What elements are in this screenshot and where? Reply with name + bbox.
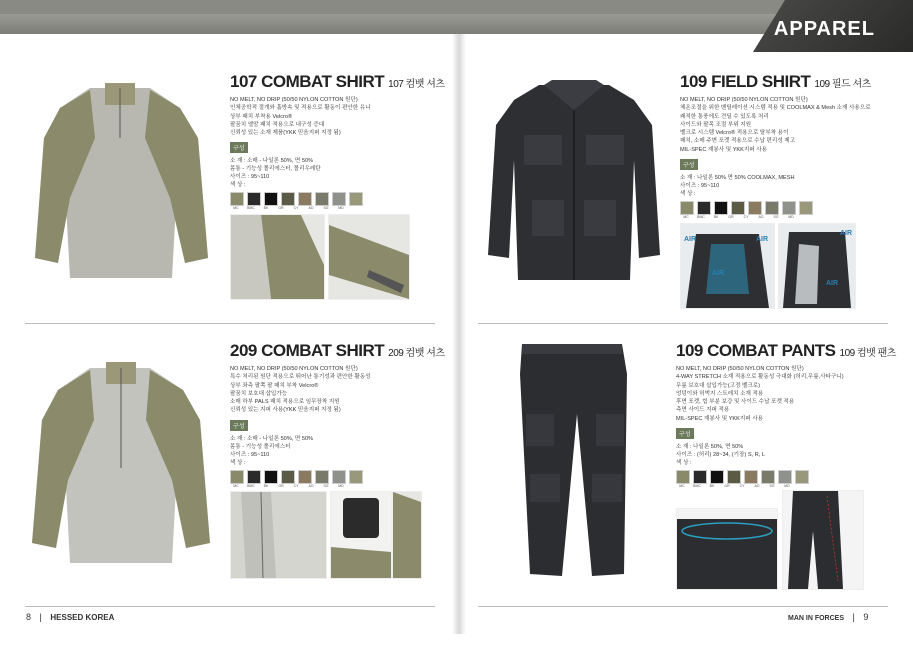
- swatch-label: SG: [323, 483, 329, 488]
- product-209: [230, 341, 445, 488]
- swatch-label: GR: [278, 206, 284, 211]
- feature-list: [230, 96, 445, 137]
- book-spine: [452, 34, 466, 634]
- swatch-multicam: [230, 192, 244, 206]
- swatch-label: MC: [233, 483, 239, 488]
- page-number: 9: [863, 612, 869, 622]
- spec-item: 사이즈 : 95~110: [230, 174, 270, 181]
- swatch-label: MD: [788, 215, 794, 220]
- field-shirt-photo: [484, 80, 664, 285]
- spec-item: 사이즈 : 95~110: [230, 451, 270, 458]
- swatch-multicam: [676, 470, 690, 484]
- pants-side-detail: [782, 490, 864, 590]
- color-swatches: [230, 470, 445, 484]
- swatch-labels: [676, 484, 901, 488]
- feature-item: MIL-SPEC 재봉사 및 YKK지퍼 사용: [676, 415, 764, 422]
- detail-photo: [230, 491, 327, 579]
- swatch-ao: [761, 470, 775, 484]
- swatch-label: MC: [683, 215, 689, 220]
- swatch-label: AO: [308, 206, 314, 211]
- spec-item: 몸통 - 기능성 폴리에스터, 폴리우레탄: [230, 166, 321, 173]
- swatch-coyote: [744, 470, 758, 484]
- swatch-label: AO: [308, 483, 314, 488]
- swatch-label: BK: [713, 215, 719, 220]
- spec-list: [680, 174, 900, 198]
- swatch-ao: [315, 470, 329, 484]
- swatch-label: CY: [739, 484, 745, 489]
- swatch-md: [799, 201, 813, 215]
- feature-item: 엉덩이와 허벅지 스트레치 소재 적용: [676, 390, 764, 397]
- spec-item: 몸통 - 기능성 폴리에스터: [230, 443, 291, 450]
- swatch-sg: [332, 192, 346, 206]
- spec-badge: 구성: [230, 420, 248, 431]
- footer-right: MAN IN FORCES | 9: [788, 612, 869, 622]
- swatch-black: [714, 201, 728, 215]
- feature-item: 벨크로 시스템 Velcro® 적용으로 탈부착 용이: [680, 130, 789, 137]
- detail-photo: [392, 491, 422, 579]
- feature-item: NO MELT, NO DRIP (50/50 NYLON COTTON 원단): [680, 97, 808, 103]
- combat-pants-photo: [512, 344, 637, 579]
- spec-item: 사이즈 : (허리) 28~34, (기장) S, R, L: [676, 452, 765, 459]
- feature-list: [676, 365, 901, 423]
- feature-item: 특수 처리된 원단 적용으로 뛰어난 통기성과 편안한 활동성: [230, 374, 371, 381]
- feature-item: 쾌적한 통풍에도 견딜 수 있도록 처리: [680, 113, 769, 120]
- spec-badge: 구성: [676, 428, 694, 439]
- spec-item: 색 상 :: [680, 191, 696, 198]
- product-title: 109 COMBAT PANTS 109 컴뱃 팬츠: [676, 341, 896, 360]
- swatch-green: [281, 470, 295, 484]
- feature-list: [680, 96, 900, 154]
- swatch-label: MD: [784, 484, 790, 489]
- spec-badge: 구성: [230, 142, 248, 153]
- feature-item: 체온조절을 위한 벤틸레이션 시스템 적용 및 COOLMAX & Mesh 소재 사용으로: [680, 105, 871, 112]
- feature-item: 인체공학적 절개와 흡방속 및 적용으로 활동이 편안한 유니: [230, 105, 371, 112]
- swatch-label: MC: [679, 484, 685, 489]
- spec-item: 소 재 : 소매 - 나일론 50%, 면 50%: [230, 435, 314, 442]
- feature-list: [230, 365, 445, 415]
- pants-waist-detail: [676, 508, 778, 590]
- swatch-md: [795, 470, 809, 484]
- left-footer-line: [25, 606, 435, 607]
- swatch-green: [727, 470, 741, 484]
- feature-item: 무릎 보호대 삽입가능(고정 벨크로): [676, 382, 761, 389]
- spec-item: 소 재 : 나일론 50% 면 50% COOLMAX, MESH: [680, 175, 795, 182]
- swatch-black-multicam: [693, 470, 707, 484]
- brand-name: HESSED KOREA: [50, 613, 115, 622]
- air-label: AIR: [756, 236, 769, 243]
- feature-item: 4-WAY STRETCH 소재 적용으로 활동성 극대화 (허리,무릎,사타구니): [676, 374, 844, 381]
- feature-item: 상부 패치 부착용 Velcro®: [230, 113, 293, 120]
- swatch-label: BK: [709, 484, 715, 489]
- swatch-label: SG: [323, 206, 329, 211]
- air-label: AIR: [712, 270, 725, 277]
- feature-item: MIL-SPEC 재봉사 및 YKK지퍼 사용: [680, 146, 768, 153]
- spec-list: [230, 435, 445, 467]
- spec-item: 소 재 : 나일론 50%, 면 50%: [676, 444, 744, 451]
- swatch-ao: [765, 201, 779, 215]
- air-label: AIR: [684, 236, 697, 243]
- swatch-black: [264, 470, 278, 484]
- page-number: 8: [26, 612, 32, 622]
- spec-list: [676, 443, 901, 467]
- feature-item: 후면 포켓, 힙 부분 보강 및 사이드 수납 포켓 적용: [676, 399, 795, 406]
- swatch-label: AO: [754, 484, 760, 489]
- spec-list: [230, 157, 445, 189]
- feature-item: NO MELT, NO DRIP (50/50 NYLON COTTON 원단): [676, 366, 804, 372]
- swatch-green: [731, 201, 745, 215]
- product-title: 109 FIELD SHIRT 109 필드 셔츠: [680, 72, 871, 91]
- spec-item: 소 재 : 소매 - 나일론 50%, 면 50%: [230, 158, 314, 165]
- swatch-label: BK: [263, 206, 269, 211]
- detail-photo: [230, 214, 325, 300]
- swatch-label: SG: [773, 215, 779, 220]
- swatch-md: [349, 192, 363, 206]
- swatch-label: BMC: [697, 215, 705, 220]
- swatch-coyote: [748, 201, 762, 215]
- shirt-209-photo: [28, 358, 213, 563]
- footer-left: 8 | HESSED KOREA: [26, 612, 115, 622]
- feature-item: 상부 좌측 팔쪽 팔 패치 부착 Velcro®: [230, 382, 319, 389]
- shirt-107-photo: [30, 78, 210, 278]
- left-divider: [25, 323, 435, 324]
- swatch-coyote: [298, 470, 312, 484]
- product-title: 107 COMBAT SHIRT 107 컴뱃 셔츠: [230, 72, 445, 91]
- feature-item: 팔꿈치 보호대 삽입가능: [230, 390, 288, 397]
- swatch-black-multicam: [247, 192, 261, 206]
- swatch-label: BMC: [247, 206, 255, 211]
- detail-photo: [330, 491, 392, 579]
- product-109-field: [680, 72, 900, 219]
- feature-item: 측면 사이드 지퍼 적용: [676, 407, 730, 414]
- feature-item: 소매 하부 PALS 패치 적용으로 임무장착 지원: [230, 399, 340, 406]
- color-swatches: [676, 470, 901, 484]
- swatch-coyote: [298, 192, 312, 206]
- feature-item: 팔꿈치 엘맘 패치 적용으로 내구성 증대: [230, 121, 325, 128]
- swatch-label: GR: [278, 483, 284, 488]
- right-divider: [478, 323, 888, 324]
- swatch-label: MD: [338, 206, 344, 211]
- product-109-pants: [676, 341, 901, 488]
- air-label: AIR: [840, 230, 853, 237]
- feature-item: 패치, 소매 주변 포켓 적용으로 수납 편리성 제고: [680, 138, 796, 145]
- swatch-green: [281, 192, 295, 206]
- detail-photo: [328, 214, 410, 300]
- swatch-sg: [778, 470, 792, 484]
- swatch-black-multicam: [697, 201, 711, 215]
- swatch-sg: [782, 201, 796, 215]
- swatch-ao: [315, 192, 329, 206]
- product-107: [230, 72, 445, 210]
- swatch-black-multicam: [247, 470, 261, 484]
- swatch-label: SG: [769, 484, 775, 489]
- swatch-label: BMC: [247, 483, 255, 488]
- spec-item: 사이즈 : 95~110: [680, 183, 720, 190]
- swatch-labels: [230, 206, 445, 210]
- spec-item: 색 상 :: [230, 459, 246, 466]
- spec-item: 색 상 :: [230, 182, 246, 189]
- swatch-label: AO: [758, 215, 764, 220]
- swatch-label: CY: [293, 483, 299, 488]
- color-swatches: [680, 201, 900, 215]
- feature-item: 신뢰성 있는 소재 제품(YKK 믿음지퍼 지정 됨): [230, 130, 341, 137]
- air-label: AIR: [826, 280, 839, 287]
- swatch-multicam: [680, 201, 694, 215]
- feature-item: NO MELT, NO DRIP (50/50 NYLON COTTON 원단): [230, 366, 358, 372]
- feature-item: 신뢰성 있는 지퍼 사용(YKK 믿음지퍼 지정 됨): [230, 407, 341, 414]
- swatch-label: MC: [233, 206, 239, 211]
- swatch-labels: [680, 215, 900, 219]
- swatch-labels: [230, 484, 445, 488]
- swatch-label: CY: [743, 215, 749, 220]
- swatch-black: [710, 470, 724, 484]
- spec-item: 색 상 :: [676, 460, 692, 467]
- swatch-label: CY: [293, 206, 299, 211]
- color-swatches: [230, 192, 445, 206]
- swatch-label: GR: [724, 484, 730, 489]
- product-title: 209 COMBAT SHIRT 209 컴뱃 셔츠: [230, 341, 445, 360]
- swatch-label: BMC: [693, 484, 701, 489]
- right-footer-line: [478, 606, 888, 607]
- swatch-md: [349, 470, 363, 484]
- swatch-black: [264, 192, 278, 206]
- brand-name: MAN IN FORCES: [788, 615, 844, 622]
- swatch-label: BK: [263, 483, 269, 488]
- spec-badge: 구성: [680, 159, 698, 170]
- swatch-sg: [332, 470, 346, 484]
- section-title: APPAREL: [773, 18, 875, 40]
- swatch-label: MD: [338, 483, 344, 488]
- feature-item: 사이드와 팔목 조절 부위 지원: [680, 121, 752, 128]
- feature-item: NO MELT, NO DRIP (50/50 NYLON COTTON 원단): [230, 97, 358, 103]
- swatch-label: GR: [728, 215, 734, 220]
- swatch-multicam: [230, 470, 244, 484]
